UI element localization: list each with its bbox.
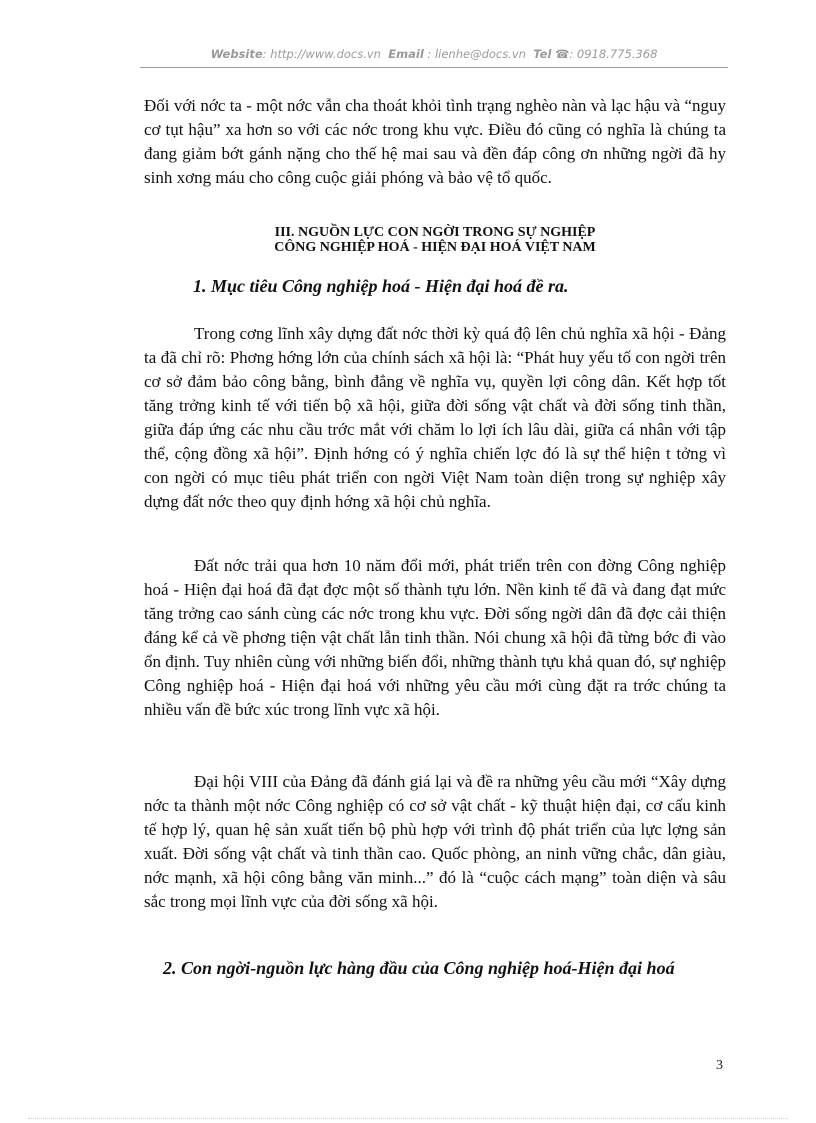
page-number: 3 — [716, 1058, 723, 1073]
tel-label: Tel — [533, 47, 552, 61]
phone-icon: ☎ — [555, 47, 570, 61]
subheading-2: 2. Con ngời-nguồn lực hàng đầu của Công nghiệp hoá-Hiện đại hoá — [163, 958, 675, 978]
section-title — [144, 225, 726, 255]
paragraph-intro: Đối với nớc ta - một nớc vẫn cha thoát khỏi tình trạng nghèo nàn và lạc hậu và “nguy cơ tụt hậu” xa hơn so với các nớc trong khu vực. Điều đó cũng có nghĩa là chúng ta đang giảm bớt gánh nặng cho thế hệ mai sau và đền đáp công ơn những ngời đã hy sinh xơng máu cho công cuộc giải phóng và bảo vệ tổ quốc. — [144, 96, 726, 187]
website-url: : http://www.docs.vn — [262, 47, 381, 61]
email-address: : lienhe@docs.vn — [423, 47, 526, 61]
email-label: Email — [388, 47, 424, 61]
section-title-line2: CÔNG NGHIỆP HOÁ - HIỆN ĐẠI HOÁ VIỆT NAM — [274, 240, 596, 255]
subheading-1: 1. Mục tiêu Công nghiệp hoá - Hiện đại hoá đề ra. — [193, 276, 569, 296]
page-header — [140, 47, 728, 68]
section-title-line1: III. NGUỒN LỰC CON NGỜI TRONG SỰ NGHIỆP — [274, 225, 596, 240]
website-label: Website — [210, 47, 263, 61]
paragraph-achievements: Đất nớc trải qua hơn 10 năm đổi mới, phát triển trên con đờng Công nghiệp hoá - Hiện đại hoá đã đạt đợc một số thành tựu lớn. Nền kinh tế đã và đang đạt mức tăng trởng cao sánh cùng các nớc trong khu vực. Đời sống ngời dân đã đợc cải thiện đáng kể cả về phơng tiện vật chất lẫn tinh thần. Nói chung xã hội đã từng bớc đi vào ổn định. Tuy nhiên cùng với những biến đổi, những thành tựu khả quan đó, sự nghiệp Công nghiệp hoá - Hiện đại hoá với những yêu cầu mới cùng đặt ra trớc chúng ta nhiều vấn đề bức xúc trong lĩnh vực xã hội. — [144, 556, 726, 719]
paragraph-policy: Trong cơng lĩnh xây dựng đất nớc thời kỳ quá độ lên chủ nghĩa xã hội - Đảng ta đã chỉ rõ: Phơng hớng lớn của chính sách xã hội là: “Phát huy yếu tố con ngời trên cơ sở đảm bảo công bằng, bình đẳng về nghĩa vụ, quyền lợi công dân. Kết hợp tốt tăng trởng kinh tế với tiến bộ xã hội, giữa đời sống vật chất và đời sống tinh thần, giữa đáp ứng các nhu cầu trớc mắt với chăm lo lợi ích lâu dài, giữa cá nhân với tập thể, cộng đồng xã hội”. Định hớng có ý nghĩa chiến lợc đó là sự thể hiện t tởng vì con ngời có mục tiêu phát triển con ngời Việt Nam toàn diện trong sự nghiệp xây dựng đất nớc theo quy định hớng xã hội chủ nghĩa. — [144, 324, 726, 511]
paragraph-congress: Đại hội VIII của Đảng đã đánh giá lại và đề ra những yêu cầu mới “Xây dựng nớc ta thành một nớc Công nghiệp có cơ sở vật chất - kỹ thuật hiện đại, cơ cấu kinh tế hợp lý, quan hệ sản xuất tiến bộ phù hợp với trình độ phát triển của lực lợng sản xuất. Đời sống vật chất và tinh thần cao. Quốc phòng, an ninh vững chắc, dân giàu, nớc mạnh, xã hội công bằng văn minh...” đó là “cuộc cách mạng” toàn diện và sâu sắc trong mọi lĩnh vực của đời sống xã hội. — [144, 772, 726, 911]
page-bottom-divider — [28, 1118, 788, 1119]
tel-number: : 0918.775.368 — [569, 47, 658, 61]
